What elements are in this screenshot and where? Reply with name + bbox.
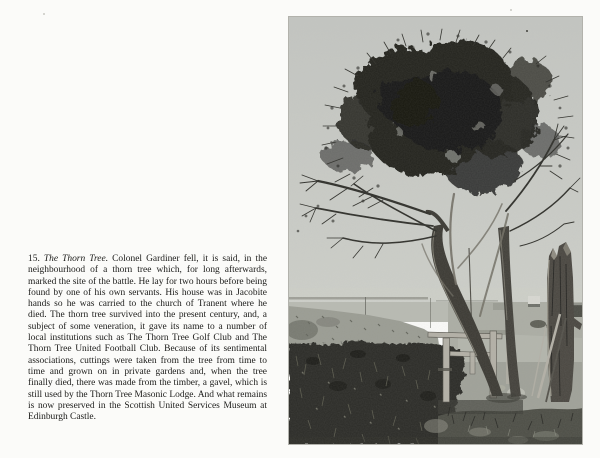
caption-title: The Thorn Tree. [43, 254, 109, 264]
photo-grain [288, 16, 583, 445]
photo-caption [28, 254, 267, 423]
thorn-tree-photograph [288, 16, 583, 445]
page-dust-speck [43, 13, 45, 15]
page-dust-speck [510, 9, 512, 11]
caption-number: 15. [28, 254, 40, 264]
caption-body: Colonel Gardiner fell, it is said, in the neighbourhood of a thorn tree which, for long afterwards, marked the site of the battle. He lay for two hours before being found by one of his own servants. His house was in Jacobite hands so he was carried to the church of Tranent where he died. The thorn tree survived into the present century, and, a subject of some veneration, it gave its name to a number of local institutions such as The Thorn Tree Golf Club and The Thorn Tree United Football Club. Because of its sentimental associations, cuttings were taken from the tree from time to time and grown on in private gardens and, when the tree finally died, there was made from the timber, a gavel, which is still used by the Thorn Tree Masonic Lodge. And what remains is now preserved in the Scottish United Services Museum at Edinburgh Castle. [28, 254, 268, 423]
photograph-image [288, 16, 583, 445]
